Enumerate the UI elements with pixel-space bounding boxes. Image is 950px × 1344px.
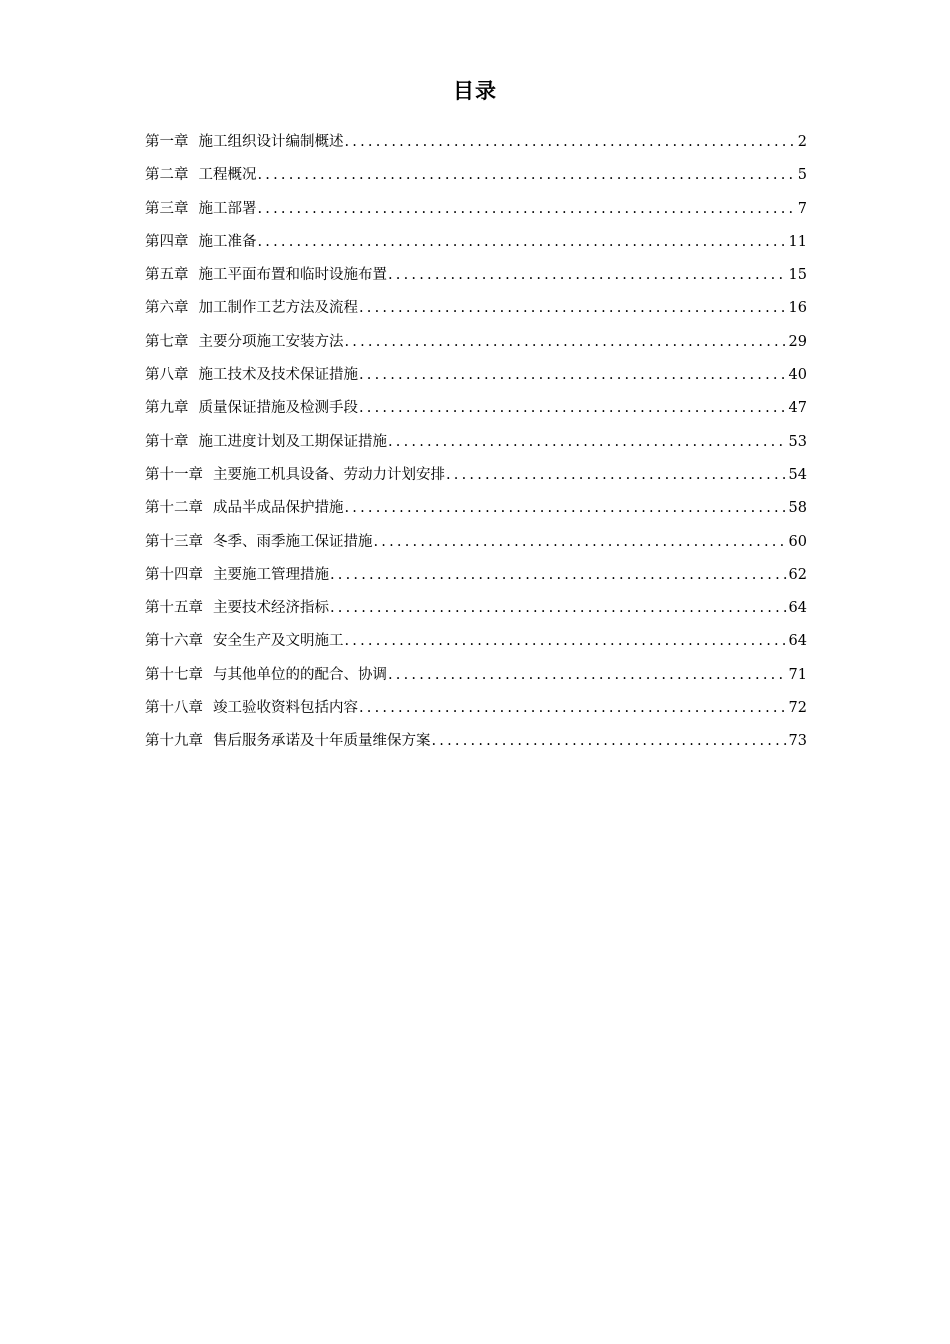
toc-page-number: 29 [788,333,807,350]
toc-page-number: 40 [788,367,807,384]
toc-dot-leader [388,261,787,289]
toc-entry[interactable] [145,294,807,327]
toc-dot-leader [374,528,787,556]
toc-page-number: 54 [788,466,807,483]
toc-chapter-number: 第三章 [145,200,189,217]
toc-chapter-title: 质量保证措施及检测手段 [198,400,358,417]
toc-chapter-title: 施工组织设计编制概述 [198,134,344,150]
toc-entry[interactable] [145,494,807,527]
toc-page-number: 16 [788,300,807,317]
toc-page-number: 47 [788,400,807,417]
toc-chapter-title: 成品半成品保护措施 [213,500,344,517]
toc-entry[interactable] [145,195,807,228]
toc-chapter-number: 第一章 [145,134,189,150]
toc-entry[interactable] [145,228,807,261]
toc-chapter-title: 竣工验收资料包括内容 [213,700,358,717]
toc-dot-leader [258,195,796,223]
toc-dot-leader [330,594,787,622]
toc-entry[interactable] [145,528,807,561]
toc-chapter-number: 第五章 [145,267,189,284]
toc-chapter-number: 第十七章 [145,666,203,683]
toc-entry[interactable] [145,694,807,727]
toc-chapter-number: 第十三章 [145,533,203,550]
toc-dot-leader [330,561,787,589]
toc-entry[interactable] [145,661,807,694]
toc-page-number: 15 [788,267,807,284]
toc-page-number: 2 [797,134,807,150]
toc-page-number: 60 [788,533,807,550]
toc-entry[interactable] [145,161,807,194]
toc-entry[interactable] [145,461,807,494]
toc-chapter-title: 施工部署 [198,200,257,217]
toc-page-number: 73 [788,733,807,750]
toc-chapter-number: 第十章 [145,433,189,450]
toc-chapter-title: 主要施工机具设备、劳动力计划安排 [213,466,445,483]
toc-page-number: 58 [788,500,807,517]
toc-dot-leader [388,661,787,689]
toc-chapter-title: 加工制作工艺方法及流程 [198,300,358,317]
toc-dot-leader [345,627,787,655]
toc-chapter-title: 主要技术经济指标 [213,600,329,617]
toc-chapter-number: 第十八章 [145,700,203,717]
toc-dot-leader [359,394,787,422]
toc-chapter-title: 与其他单位的的配合、协调 [213,666,387,683]
toc-chapter-number: 第六章 [145,300,189,317]
toc-chapter-number: 第八章 [145,367,189,384]
toc-page-number: 62 [788,566,807,583]
toc-entry[interactable] [145,128,807,161]
toc-chapter-title: 工程概况 [198,167,257,184]
toc-page-number: 64 [788,600,807,617]
toc-chapter-title: 施工进度计划及工期保证措施 [198,433,387,450]
toc-chapter-number: 第十九章 [145,733,203,750]
toc-page-number: 71 [788,666,807,683]
toc-page-number: 72 [788,700,807,717]
toc-chapter-number: 第十六章 [145,633,203,650]
toc-chapter-number: 第四章 [145,233,189,250]
toc-chapter-number: 第九章 [145,400,189,417]
toc-title: 目录 [453,79,497,103]
toc-chapter-number: 第十二章 [145,500,203,517]
toc-chapter-number: 第十一章 [145,466,203,483]
toc-entry[interactable] [145,394,807,427]
toc-list [145,128,807,761]
toc-chapter-title: 施工准备 [198,233,257,250]
toc-dot-leader [388,428,787,456]
toc-chapter-title: 施工平面布置和临时设施布置 [198,267,387,284]
toc-entry[interactable] [145,561,807,594]
toc-chapter-number: 第十五章 [145,600,203,617]
toc-entry[interactable] [145,428,807,461]
toc-dot-leader [446,461,787,489]
toc-chapter-title: 安全生产及文明施工 [213,633,344,650]
toc-chapter-title: 售后服务承诺及十年质量维保方案 [213,733,431,750]
toc-chapter-number: 第十四章 [145,566,203,583]
toc-dot-leader [345,494,787,522]
toc-entry[interactable] [145,328,807,361]
toc-entry[interactable] [145,627,807,660]
toc-dot-leader [345,128,796,156]
toc-entry[interactable] [145,594,807,627]
toc-dot-leader [258,228,787,256]
toc-chapter-number: 第二章 [145,167,189,184]
toc-dot-leader [345,328,787,356]
toc-page-number: 11 [788,233,807,250]
toc-dot-leader [359,694,787,722]
toc-page-number: 53 [788,433,807,450]
toc-chapter-number: 第七章 [145,333,189,350]
toc-entry[interactable] [145,361,807,394]
toc-dot-leader [258,161,796,189]
toc-page-number: 7 [797,200,807,217]
toc-chapter-title: 施工技术及技术保证措施 [198,367,358,384]
toc-page-number: 5 [797,167,807,184]
toc-chapter-title: 主要分项施工安装方法 [198,333,344,350]
toc-chapter-title: 主要施工管理措施 [213,566,329,583]
toc-entry[interactable] [145,261,807,294]
toc-page-number: 64 [788,633,807,650]
toc-chapter-title: 冬季、雨季施工保证措施 [213,533,373,550]
toc-dot-leader [359,294,787,322]
toc-dot-leader [359,361,787,389]
toc-entry[interactable] [145,727,807,760]
toc-dot-leader [432,727,787,755]
